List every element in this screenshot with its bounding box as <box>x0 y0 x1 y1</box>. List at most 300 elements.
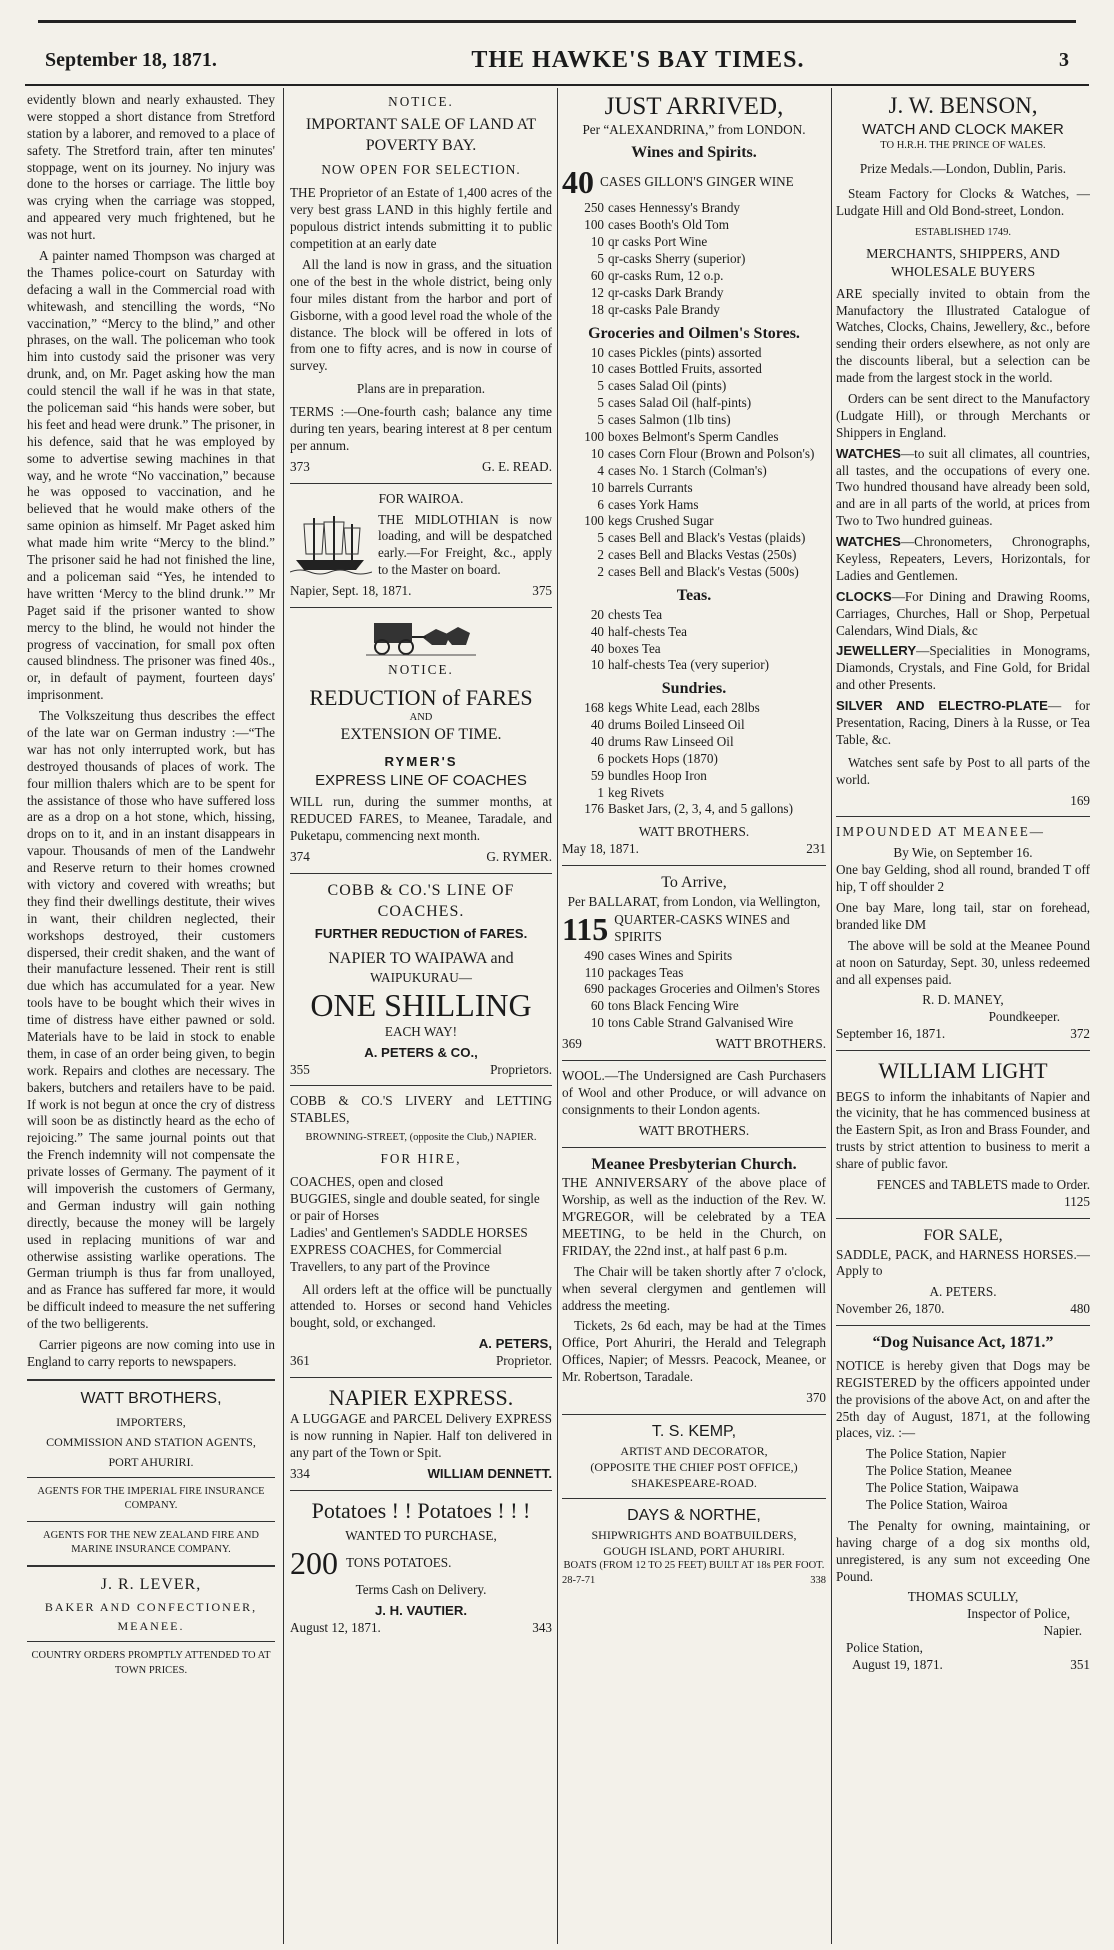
item-quantity: 100 <box>584 428 604 444</box>
item-quantity: 4 <box>597 462 604 478</box>
potatoes-ad <box>290 1498 552 1637</box>
divider <box>290 1490 552 1491</box>
ad-footer <box>290 1466 552 1483</box>
express-ad <box>290 1385 552 1483</box>
ad-title: WILLIAM LIGHT <box>878 1058 1048 1084</box>
list-item <box>562 801 826 818</box>
ad-footer <box>562 1036 826 1053</box>
list-item <box>562 463 826 480</box>
ad-subtitle: Per “ALEXANDRINA,” from LONDON. <box>582 122 806 137</box>
ad-text: WOOL.—The Undersigned are Cash Purchasers of Wool and other Produce, or will advance on consignments to their London agents. <box>562 1067 826 1117</box>
item-quantity: 10 <box>590 344 604 360</box>
divider <box>27 1521 275 1522</box>
ad-title: IMPOUNDED AT MEANEE— <box>836 824 1045 840</box>
list-item <box>562 164 826 201</box>
ad-text: The Penalty for owning, maintaining, or having charge of a dog six months old, unregistered, is any sum not exceeding One Pound. <box>836 1517 1090 1584</box>
place-item: The Police Station, Wairoa <box>866 1497 1008 1513</box>
item-quantity: 5 <box>597 251 604 267</box>
ad-title: COBB & CO.'S LINE OF COACHES. <box>327 881 515 920</box>
item-text: cases Bell and Black's Vestas (plaids) <box>608 530 806 546</box>
ad-signature: G. E. READ. <box>482 458 552 474</box>
item-text: cases Bell and Black's Vestas (500s) <box>608 564 799 580</box>
item-quantity: 60 <box>590 268 604 284</box>
list-item <box>562 641 826 658</box>
list-item <box>562 785 826 802</box>
item-text: barrels Currants <box>608 479 693 495</box>
item-text: packages Groceries and Oilmen's Stores <box>608 981 820 997</box>
article-paragraph: The Volkszeitung thus describes the effect of the late war on German industry :—“The war has not only interrupted work, but has destroyed thousands of places of work. The four million thalers which are to be spent for the assistance of those who have suffered loss are as a drop on a hot stone, which, hissing, drops on to it, and in an instant disappears in vapour. Thousands of men of the Landwehr and Reserve return to their homes crowned with victory and covered with wreaths; but they find their dwellings destitute, their wives in want, their children neglected, their workshops destroyed, their customers dispersed, their credit shaken, and the want of their manufacture lessened. Their rent is still due which has accumulated for a year. New tools have to be bought which their wives in time of distress have either pawned or sold. Materials have to be laid in stock to enable them, in case of an order being given, to begin work. Repairs and clothes are necessary. The bakers, butchers and retailers have to be paid. If work is not begun at once the cry of distress will soon be as distinctly heard as the echo of rejoicing.” The same journal points out that the French indemnity will not compensate the private losses of Germany. The payment of it will impoverish the customers of Germany, and German industry will gain nothing directly, because the money will be largely used in replacing munitions of war and otherwise assisting warlike operations. The German triumph is thus far from unalloyed, and as France has suffered far more, it would be difficult indeed to measure the net suffering of the two belligerents. <box>27 708 275 1332</box>
ad-line: NAPIER TO WAIPAWA and <box>328 950 514 968</box>
divider <box>562 1414 826 1415</box>
item-quantity: 5 <box>597 412 604 428</box>
item-text: cases Bottled Fruits, assorted <box>608 361 762 377</box>
company-name: RYMER'S <box>384 754 458 770</box>
list-item <box>562 911 826 948</box>
ad-line: By Wie, on September 16. <box>893 845 1033 861</box>
product-description: —For Dining and Drawing Rooms, Carriages, Churches, Hall or Shop, Perpetual Calendars, Wind Dials, &c <box>836 588 1090 638</box>
ad-number: 1125 <box>1064 1193 1090 1209</box>
livery-ad <box>290 1093 552 1370</box>
divider <box>836 1050 1090 1051</box>
ad-title: To Arrive, <box>661 874 727 892</box>
ad-text: All the land is now in grass, and the situation one of the best in the whole district, being only four miles distant from the harbor and port of Gisborne, with a good level road the whole of the distance. The block will be offered in lots of from one to fifty acres, and is now in course of survey. <box>290 256 552 374</box>
ad-text: Plans are in preparation. <box>356 381 486 397</box>
item-text: cases Bell and Blacks Vestas (250s) <box>608 547 797 563</box>
item-text: cases York Hams <box>608 496 699 512</box>
ad-number: 338 <box>810 1574 826 1586</box>
ad-signature: A. PETERS, <box>478 1336 552 1352</box>
list-item <box>562 564 826 581</box>
ad-subtitle: FOR HIRE, <box>380 1151 462 1167</box>
item-text: packages Teas <box>608 964 684 980</box>
list-item <box>562 497 826 514</box>
divider <box>290 483 552 484</box>
impounded-ad <box>836 824 1090 1043</box>
list-item <box>562 624 826 641</box>
item-quantity: 60 <box>590 998 604 1014</box>
wool-ad <box>562 1068 826 1140</box>
ad-line: Ladies' and Gentlemen's SADDLE HORSES <box>290 1224 528 1240</box>
item-quantity: 59 <box>590 767 604 783</box>
ad-signature: R. D. MANEY, <box>922 992 1004 1008</box>
list-item <box>562 734 826 751</box>
ad-footer <box>836 1657 1090 1674</box>
divider <box>27 1565 275 1567</box>
ad-signature: G. RYMER. <box>486 848 552 864</box>
item-text: boxes Belmont's Sperm Candles <box>608 428 779 444</box>
ad-line: Police Station, <box>846 1640 923 1656</box>
ad-signature: WILLIAM DENNETT. <box>427 1466 552 1482</box>
ad-subtitle: EXTENSION OF TIME. <box>340 726 502 744</box>
ad-line: IMPORTERS, <box>116 1414 186 1429</box>
list-item <box>562 998 826 1015</box>
ad-number: 343 <box>532 1619 552 1635</box>
item-quantity: 5 <box>597 378 604 394</box>
ad-line <box>290 1545 552 1582</box>
product-item <box>836 446 1090 530</box>
item-text: tons Black Fencing Wire <box>608 998 739 1014</box>
item-text: half-chests Tea <box>608 623 688 639</box>
column-divider <box>831 88 832 1944</box>
divider <box>290 1377 552 1378</box>
list-item <box>562 700 826 717</box>
ad-footer <box>290 459 552 476</box>
ad-text: Terms Cash on Delivery. <box>355 1582 487 1598</box>
ad-line: ESTABLISHED 1749. <box>915 226 1011 238</box>
item-quantity: 10 <box>590 1015 604 1031</box>
ad-footer <box>290 1620 552 1637</box>
item-quantity: 100 <box>584 217 604 233</box>
divider <box>836 1325 1090 1326</box>
ad-text: One bay Gelding, shod all round, branded T off hip, T off shoulder 2 <box>836 862 1090 895</box>
divider <box>27 1641 275 1642</box>
ad-line: COMMISSION AND STATION AGENTS, <box>46 1434 256 1449</box>
ad-number: 351 <box>1070 1657 1090 1673</box>
list-item <box>562 1015 826 1032</box>
item-quantity: 250 <box>584 200 604 216</box>
ad-signature: A. PETERS & CO., <box>364 1044 478 1060</box>
ad-date: September 16, 1871. <box>836 1026 946 1042</box>
ad-text: Tickets, 2s 6d each, may be had at the Times Office, Port Ahuriri, the Herald and Telegraph Offices, Napier; of Messrs. Peacock, Meanee, or Mr. Robertson, Taradale. <box>562 1318 826 1385</box>
ad-footer <box>836 1026 1090 1043</box>
column-divider <box>557 88 558 1944</box>
ad-text: TERMS :—One-fourth cash; balance any time during ten years, bearing interest at 8 per centum per annum. <box>290 404 552 453</box>
to-arrive-ad <box>562 873 826 1053</box>
ad-date: 28-7-71 <box>562 1574 596 1586</box>
newspaper-title: THE HAWKE'S BAY TIMES. <box>471 46 805 73</box>
ad-line: PORT AHURIRI. <box>108 1454 194 1469</box>
top-rule <box>38 20 1076 23</box>
list-item <box>562 981 826 998</box>
ad-signature: WATT BROTHERS. <box>638 1122 750 1138</box>
item-quantity: 490 <box>584 947 604 963</box>
item-quantity: 40 <box>590 623 604 639</box>
cobb-coaches-ad <box>290 881 552 1079</box>
item-text: kegs White Lead, each 28lbs <box>608 700 760 716</box>
product-description: —Chronometers, Chronographs, Keyless, Repeaters, Levers, Horizontals, for Ladies and Gentlemen. <box>836 534 1090 583</box>
item-text: cases Booth's Old Tom <box>608 217 729 233</box>
section-heading: Groceries and Oilmen's Stores. <box>588 324 800 342</box>
ad-title: IMPORTANT SALE OF LAND AT POVERTY BAY. <box>305 115 537 154</box>
ad-subtitle: MERCHANTS, SHIPPERS, AND WHOLESALE BUYERS <box>866 246 1060 280</box>
ad-note: COUNTRY ORDERS PROMPTLY ATTENDED TO AT TOWN PRICES. <box>31 1650 271 1676</box>
ad-signature: A. PETERS. <box>929 1284 997 1300</box>
divider <box>562 1147 826 1148</box>
notice-heading: NOTICE. <box>388 94 454 109</box>
ad-text: ARE specially invited to obtain from the Manufactory the Illustrated Catalogue of Watches, Clocks, Chains, Jewellery, &c., before sending their orders elsewhere, as not only are the discounts liberal, but a selection can be made from the largest stock in the world. <box>836 285 1090 386</box>
item-quantity: 40 <box>590 640 604 656</box>
ad-text: THE ANNIVERSARY of the above place of Worship, as well as the induction of the Rev. W. M'GREGOR, will be celebrated by a TEA MEETING, to be held in the Church, on FRIDAY, the 22nd inst., at half past 6 p.m. <box>562 1175 826 1258</box>
item-text: cases Hennessy's Brandy <box>608 200 741 216</box>
ad-footer <box>290 583 552 600</box>
list-item <box>562 768 826 785</box>
item-quantity: 1 <box>597 784 604 800</box>
ad-title: Meanee Presbyterian Church. <box>591 1155 797 1173</box>
item-quantity: 5 <box>597 530 604 546</box>
list-item <box>562 446 826 463</box>
item-text: chests Tea <box>608 606 663 622</box>
ad-title: WATT BROTHERS, <box>80 1389 222 1407</box>
item-text: cases No. 1 Starch (Colman's) <box>608 462 767 478</box>
divider <box>290 607 552 608</box>
ad-date: May 18, 1871. <box>562 841 639 857</box>
ad-text: BEGS to inform the inhabitants of Napier and the vicinity, that he has commenced business at the Eastern Spit, as Iron and Brass Founder, and trusts by strict attention to business to merit a share of public favor. <box>836 1088 1090 1172</box>
ad-signature: WATT BROTHERS. <box>638 824 750 840</box>
ad-line: EXPRESS COACHES, for Commercial Travellers, to any part of the Province <box>290 1241 502 1274</box>
item-text: cases Wines and Spirits <box>608 947 733 963</box>
ad-title: FOR SALE, <box>923 1226 1003 1244</box>
list-item <box>562 361 826 378</box>
ad-text: Orders can be sent direct to the Manufactory (Ludgate Hill), or through Merchants or Shippers in England. <box>836 390 1090 440</box>
list-item <box>562 378 826 395</box>
ad-line: GOUGH ISLAND, PORT AHURIRI. <box>603 1544 785 1559</box>
column-divider <box>283 88 284 1944</box>
product-category: SILVER AND ELECTRO-PLATE <box>836 698 1048 714</box>
ad-price: ONE SHILLING <box>310 986 532 1023</box>
ad-note: AGENTS FOR THE NEW ZEALAND FIRE AND MARINE INSURANCE COMPANY. <box>42 1529 260 1555</box>
item-text: QUARTER-CASKS WINES and SPIRITS <box>614 912 790 945</box>
item-quantity: 690 <box>584 981 604 997</box>
ad-title: T. S. KEMP, <box>651 1422 737 1440</box>
ad-number: 169 <box>1070 792 1090 808</box>
item-text: bundles Hoop Iron <box>608 767 707 783</box>
fares-ad <box>290 615 552 866</box>
ad-text: A LUGGAGE and PARCEL Delivery EXPRESS is now running in Napier. Half ton delivered in any part of the Town or Spit. <box>290 1411 552 1461</box>
item-quantity: 40 <box>590 717 604 733</box>
divider <box>562 1498 826 1499</box>
ad-text: Watches sent safe by Post to all parts of the world. <box>836 754 1090 787</box>
column-news <box>27 92 275 1942</box>
church-ad <box>562 1155 826 1407</box>
product-item <box>836 643 1090 694</box>
ad-line: BAKER AND CONFECTIONER, <box>44 1599 258 1614</box>
item-quantity: 168 <box>584 700 604 716</box>
product-list <box>836 446 1090 749</box>
ad-title: Potatoes ! ! Potatoes ! ! ! <box>311 1497 531 1523</box>
item-quantity: 5 <box>597 395 604 411</box>
item-quantity: 40 <box>590 733 604 749</box>
item-quantity: 176 <box>584 801 604 817</box>
article-paragraph: evidently blown and nearly exhausted. They were stopped a short distance from Stretford station by a laborer, and removed to a place of safety. The Stretford train, after ten minutes' stoppage, went on its journey. No injury was done to the horses or carriage. The little boy was crying when the carriage was stopped, and appeared very much frightened, but he was not hurt. <box>27 92 275 243</box>
item-quantity: 2 <box>597 547 604 563</box>
divider <box>27 1379 275 1381</box>
benson-ad <box>836 92 1090 809</box>
item-quantity: 10 <box>590 234 604 250</box>
ad-line: (OPPOSITE THE CHIEF POST OFFICE,) <box>590 1459 798 1474</box>
ad-number: 334 <box>290 1466 310 1482</box>
ad-title: FOR WAIROA. <box>378 490 464 506</box>
ad-text: TONS POTATOES. <box>346 1555 452 1571</box>
list-item <box>562 480 826 497</box>
divider <box>290 1085 552 1086</box>
issue-date: September 18, 1871. <box>45 48 217 71</box>
ad-line: FENCES and TABLETS made to Order. <box>876 1176 1090 1192</box>
product-category: JEWELLERY <box>836 643 917 659</box>
ad-text: WILL run, during the summer months, at REDUCED FARES, to Meanee, Taradale, and Puketapu, commencing next month. <box>290 794 552 843</box>
section-heading: Teas. <box>676 586 712 604</box>
ad-note: AGENTS FOR THE IMPERIAL FIRE INSURANCE COMPANY. <box>37 1486 265 1512</box>
light-ad <box>836 1058 1090 1211</box>
ad-title: DAYS & NORTHE, <box>627 1507 761 1525</box>
ad-role: Poundkeeper. <box>988 1009 1060 1025</box>
divider <box>836 1218 1090 1219</box>
list-item <box>562 547 826 564</box>
list-item <box>562 217 826 234</box>
goods-list <box>562 345 826 581</box>
list-item <box>562 268 826 285</box>
ad-text: The above will be sold at the Meanee Pound at noon on Saturday, Sept. 30, unless redeemed and all expenses paid. <box>836 937 1090 987</box>
section-heading: Sundries. <box>661 680 727 698</box>
list-item <box>562 607 826 624</box>
ad-line: MEANEE. <box>117 1619 185 1633</box>
item-quantity: 10 <box>590 445 604 461</box>
ad-line: TO H.R.H. THE PRINCE OF WALES. <box>880 139 1046 151</box>
item-quantity: 10 <box>590 479 604 495</box>
list-item <box>562 717 826 734</box>
ad-subtitle: NOW OPEN FOR SELECTION. <box>321 162 521 178</box>
ad-number: 375 <box>532 583 552 599</box>
ad-signature: THOMAS SCULLY, <box>907 1589 1019 1605</box>
ad-footer <box>562 841 826 858</box>
list-item <box>562 251 826 268</box>
ad-subtitle: EXPRESS LINE OF COACHES <box>315 772 527 789</box>
ad-subtitle: WANTED TO PURCHASE, <box>345 1528 497 1544</box>
divider <box>562 1060 826 1061</box>
article-paragraph: Carrier pigeons are now coming into use in England to carry reports to newspapers. <box>27 1337 275 1369</box>
section-heading: Wines and Spirits. <box>631 143 757 161</box>
item-text: cases Salmon (1lb tins) <box>608 412 731 428</box>
ad-footer <box>562 1574 826 1588</box>
ad-subtitle: WATCH AND CLOCK MAKER <box>862 120 1064 138</box>
ad-number: 231 <box>806 841 826 857</box>
ad-subtitle: FURTHER REDUCTION of FARES. <box>314 926 528 942</box>
ad-text: SADDLE, PACK, and HARNESS HORSES.—Apply to <box>836 1246 1090 1279</box>
ad-text: All orders left at the office will be punctually attended to. Horses or second hand Vehicles bought, sold, or exchanged. <box>290 1281 552 1331</box>
list-item <box>562 412 826 429</box>
ad-line: AND <box>409 712 433 724</box>
list-item <box>562 429 826 446</box>
place-item: The Police Station, Waipawa <box>866 1480 1019 1496</box>
ad-signature: J. H. VAUTIER. <box>374 1602 468 1618</box>
item-text: CASES GILLON'S GINGER WINE <box>600 173 794 189</box>
ad-signature: WATT BROTHERS. <box>715 1036 826 1052</box>
page-number: 3 <box>1059 48 1069 71</box>
list-item <box>562 513 826 530</box>
ad-date: November 26, 1870. <box>836 1301 945 1317</box>
kemp-ad <box>562 1422 826 1491</box>
wairoa-ad <box>290 491 552 600</box>
ad-text: The Chair will be taken shortly after 7 o'clock, when several clergymen and gentlemen will address the meeting. <box>562 1263 826 1313</box>
item-text: qr-casks Dark Brandy <box>608 284 724 300</box>
item-quantity: 20 <box>590 606 604 622</box>
column-notices <box>290 92 552 1942</box>
dog-act-ad <box>836 1333 1090 1674</box>
product-category: WATCHES <box>836 445 901 461</box>
ad-line: ARTIST AND DECORATOR, <box>620 1443 768 1458</box>
ad-quantity: 200 <box>290 1545 338 1582</box>
ad-line: SHAKESPEARE-ROAD. <box>631 1476 757 1491</box>
ad-role: Napier. <box>1043 1623 1082 1639</box>
place-item: The Police Station, Napier <box>866 1446 1006 1462</box>
ad-footer <box>290 1062 552 1079</box>
ad-role: Inspector of Police, <box>967 1606 1070 1622</box>
item-text: qr casks Port Wine <box>608 234 708 250</box>
ad-title: J. R. LEVER, <box>100 1575 202 1593</box>
watt-brothers-ad <box>27 1389 275 1557</box>
product-category: WATCHES <box>836 534 901 550</box>
divider <box>562 865 826 866</box>
ad-number: 370 <box>806 1390 826 1406</box>
ship-illustration <box>290 512 372 578</box>
product-description: — for Presentation, Racing, Diners à la Russe, or Tea Table, &c. <box>836 698 1090 747</box>
item-quantity: 10 <box>590 657 604 673</box>
ad-subtitle: Per BALLARAT, from London, via Wellington, <box>567 893 821 909</box>
product-category: CLOCKS <box>836 588 892 604</box>
ad-title: COBB & CO.'S LIVERY and LETTING STABLES, <box>290 1093 552 1126</box>
item-quantity: 12 <box>590 284 604 300</box>
ad-number: 480 <box>1070 1301 1090 1317</box>
masthead <box>45 44 1069 76</box>
product-item <box>836 589 1090 640</box>
item-text: qr-casks Pale Brandy <box>608 301 720 317</box>
item-quantity: 115 <box>562 910 609 947</box>
goods-list <box>562 200 826 318</box>
ad-footer <box>836 1301 1090 1318</box>
for-sale-ad <box>836 1226 1090 1318</box>
notice-heading: NOTICE. <box>388 661 454 677</box>
item-text: tons Cable Strand Galvanised Wire <box>608 1015 794 1031</box>
ad-title: JUST ARRIVED, <box>604 93 784 120</box>
item-text: cases Salad Oil (half-pints) <box>608 395 752 411</box>
item-quantity: 10 <box>590 361 604 377</box>
ad-number: 355 <box>290 1061 310 1077</box>
item-quantity: 6 <box>597 496 604 512</box>
ad-date: August 12, 1871. <box>290 1619 381 1635</box>
item-text: drums Raw Linseed Oil <box>608 733 734 749</box>
item-text: Basket Jars, (2, 3, 4, and 5 gallons) <box>608 801 793 817</box>
days-northe-ad <box>562 1506 826 1588</box>
list-item <box>562 285 826 302</box>
goods-list <box>562 948 826 1032</box>
product-description: —to suit all climates, all countries, all tastes, and the occupations of every one. Two hundred thousand have already been sold, and are in all parts of the world, at prices from Two to Two hundred guineas. <box>836 445 1090 529</box>
item-text: cases Corn Flour (Brown and Polson's) <box>608 445 815 461</box>
item-text: qr-casks Sherry (superior) <box>608 251 746 267</box>
divider <box>836 816 1090 817</box>
product-item <box>836 698 1090 749</box>
item-text: cases Pickles (pints) assorted <box>608 344 762 360</box>
item-text: pockets Hops (1870) <box>608 750 718 766</box>
product-description: —Specialities in Monograms, Diamonds, Crystals, and Fine Gold, for Bridal and other Presents. <box>836 643 1090 693</box>
ad-text: THE Proprietor of an Estate of 1,400 acres of the very best grass LAND in this highly fertile and populous district intends submitting it to public competition at an early date <box>290 185 552 252</box>
item-text: cases Salad Oil (pints) <box>608 378 727 394</box>
ad-footer <box>290 849 552 866</box>
list-item <box>562 395 826 412</box>
divider <box>290 873 552 874</box>
ad-line: Prize Medals.—London, Dublin, Paris. <box>859 160 1067 176</box>
ad-text: One bay Mare, long tail, star on forehead, branded like DM <box>836 900 1090 932</box>
item-quantity: 2 <box>597 564 604 580</box>
item-text: drums Boiled Linseed Oil <box>608 717 745 733</box>
item-quantity: 18 <box>590 301 604 317</box>
list-item <box>562 657 826 674</box>
ad-title: J. W. BENSON, <box>888 93 1038 118</box>
item-text: half-chests Tea (very superior) <box>608 657 770 673</box>
stagecoach-illustration <box>366 615 476 657</box>
ad-text: NOTICE is hereby given that Dogs may be REGISTERED by the officers appointed under the provisions of the above Act, on and after the 25th day of August, 1871, at the following places, viz. :— <box>836 1357 1090 1441</box>
ad-footer <box>290 1353 552 1370</box>
ad-title: “Dog Nuisance Act, 1871.” <box>872 1334 1054 1352</box>
item-text: qr-casks Rum, 12 o.p. <box>608 268 724 284</box>
